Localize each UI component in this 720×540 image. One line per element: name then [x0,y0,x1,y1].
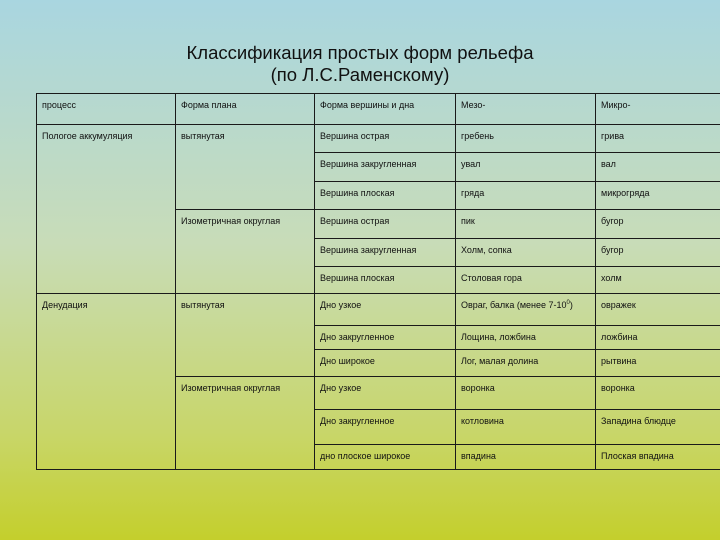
cell-micro: вал [596,153,720,182]
cell-micro: рытвина [596,350,720,377]
cell-meso: Столовая гора [456,267,596,294]
cell-process: Денудация [37,294,176,470]
cell-micro: микрогряда [596,182,720,210]
cell-plan-form: Изометричная округлая [176,377,315,470]
cell-top-bottom-form: Дно узкое [315,294,456,326]
table-row [37,294,720,326]
cell-top-bottom-form: Вершина закругленная [315,153,456,182]
cell-top-bottom-form: Вершина закругленная [315,239,456,267]
cell-top-bottom-form: Дно закругленное [315,410,456,445]
cell-meso: Лощина, ложбина [456,326,596,350]
cell-micro: Западина блюдце [596,410,720,445]
slide-title [0,42,720,86]
cell-meso: впадина [456,445,596,470]
cell-plan-form: вытянутая [176,125,315,210]
cell-top-bottom-form: Вершина плоская [315,182,456,210]
cell-meso: гряда [456,182,596,210]
title-line-2: (по Л.С.Раменскому) [270,64,450,85]
cell-plan-form: Изометричная округлая [176,210,315,294]
cell-meso: Лог, малая долина [456,350,596,377]
cell-plan-form: вытянутая [176,294,315,377]
cell-top-bottom-form: Дно закругленное [315,326,456,350]
header-meso: Мезо- [456,94,596,125]
cell-micro: холм [596,267,720,294]
cell-top-bottom-form: Вершина острая [315,210,456,239]
cell-meso: гребень [456,125,596,153]
header-micro: Микро- [596,94,720,125]
cell-meso: воронка [456,377,596,410]
cell-micro: ложбина [596,326,720,350]
header-top-bottom-form: Форма вершины и дна [315,94,456,125]
header-plan-form: Форма плана [176,94,315,125]
cell-micro: бугор [596,210,720,239]
meso-text: Овраг, балка (менее 7-10 [461,300,567,310]
close-paren: ) [569,300,573,310]
cell-top-bottom-form: Дно широкое [315,350,456,377]
degree-mark: 0 [566,300,570,306]
cell-meso: увал [456,153,596,182]
header-process: процесс [37,94,176,125]
cell-top-bottom-form: Дно узкое [315,377,456,410]
cell-top-bottom-form: Вершина острая [315,125,456,153]
title-line-1: Классификация простых форм рельефа [186,42,534,63]
cell-micro: грива [596,125,720,153]
cell-meso [456,294,596,326]
table-row [37,125,720,153]
cell-micro: воронка [596,377,720,410]
cell-meso: котловина [456,410,596,445]
cell-process: Пологое аккумуляция [37,125,176,294]
table-header-row [37,94,720,125]
cell-meso: Холм, сопка [456,239,596,267]
cell-micro: Плоская впадина [596,445,720,470]
cell-top-bottom-form: Вершина плоская [315,267,456,294]
cell-top-bottom-form: дно плоское широкое [315,445,456,470]
cell-meso: пик [456,210,596,239]
cell-micro: овражек [596,294,720,326]
relief-classification-table [36,93,720,470]
cell-micro: бугор [596,239,720,267]
